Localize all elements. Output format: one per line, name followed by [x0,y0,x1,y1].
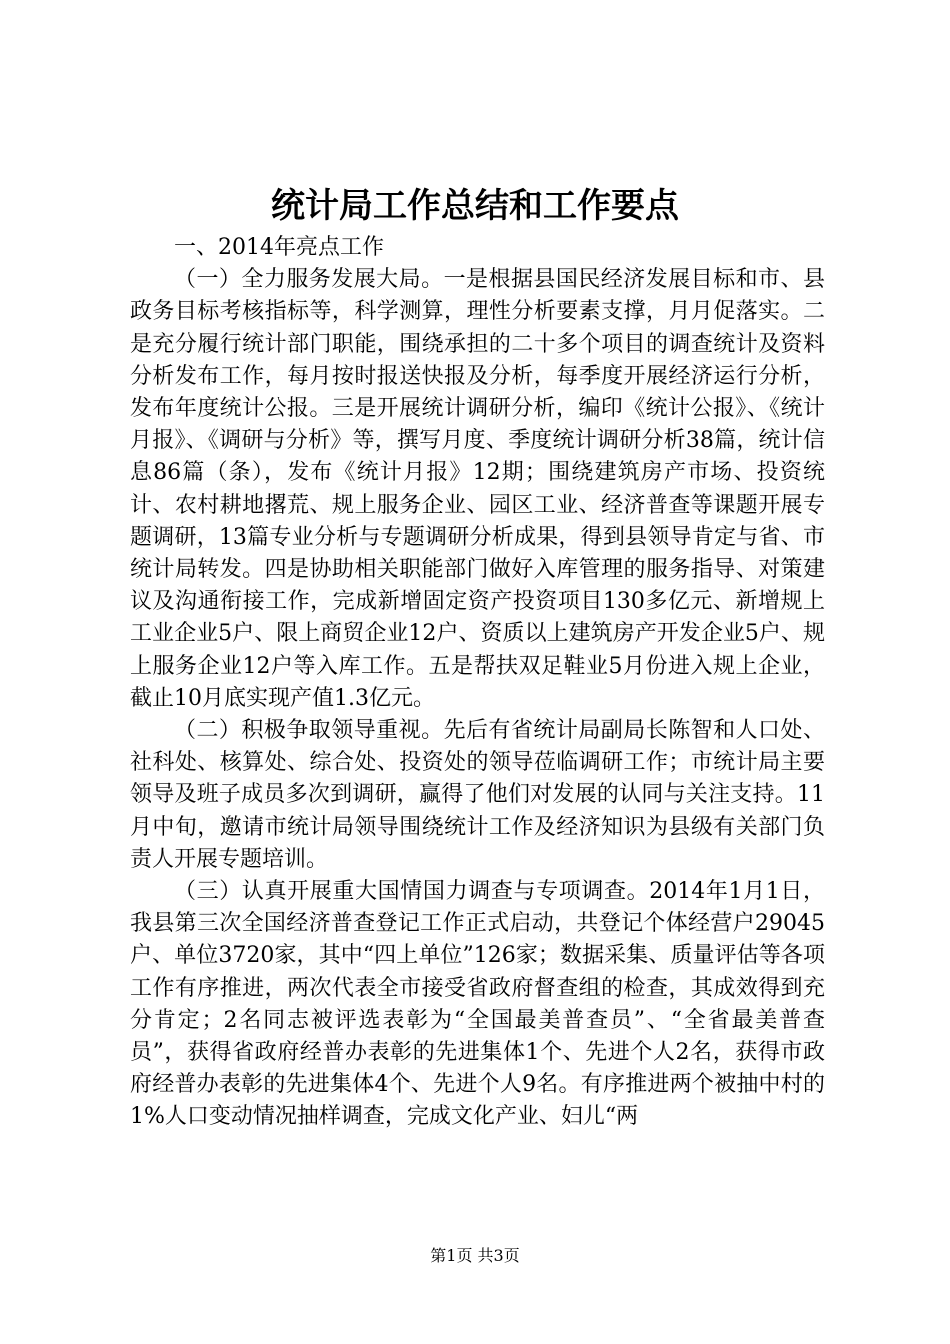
section-heading: 一、2014年亮点工作 [174,235,384,260]
paragraph-1: （一）全力服务发展大局。一是根据县国民经济发展目标和市、县政务目标考核指标等，科学测算，理性分析要素支撑，月月促落实。二是充分履行统计部门职能，围绕承担的二十多个项目的调查统计及资料分析发布工作，每月按时报送快报及分析，每季度开展经济运行分析，发布年度统计公报。三是开展统计调研分析，编印《统计公报》、《统计月报》、《调研与分析》等，撰写月度、季度统计调研分析38篇，统计信息86篇（条），发布《统计月报》12期；围绕建筑房产市场、投资统计、农村耕地撂荒、规上服务企业、园区工业、经济普查等课题开展专题调研，13篇专业分析与专题调研分析成果，得到县领导肯定与省、市统计局转发。四是协助相关职能部门做好入库管理的服务指导、对策建议及沟通衔接工作，完成新增固定资产投资项目130多亿元、新增规上工业企业5户、限上商贸企业12户、资质以上建筑房产开发企业5户、规上服务企业12户等入库工作。五是帮扶双足鞋业5月份进入规上企业，截止10月底实现产值1.3亿元。 [130,267,825,711]
document-title: 统计局工作总结和工作要点 [271,186,679,226]
paragraph-3: （三）认真开展重大国情国力调查与专项调查。2014年1月1日，我县第三次全国经济普查登记工作正式启动，共登记个体经营户29045户、单位3720家，其中“四上单位”126家；数据采集、质量评估等各项工作有序推进，两次代表全市接受省政府督查组的检查，其成效得到充分肯定；2名同志被评选表彰为“全国最美普查员”、“全省最美普查员”，获得省政府经普办表彰的先进集体1个、先进个人2名，获得市政府经普办表彰的先进集体4个、先进个人9名。有序推进两个被抽中村的1%人口变动情况抽样调查，完成文化产业、妇儿“两 [130,879,825,1130]
paragraph-2: （二）积极争取领导重视。先后有省统计局副局长陈智和人口处、社科处、核算处、综合处、投资处的领导莅临调研工作；市统计局主要领导及班子成员多次到调研，赢得了他们对发展的认同与关注支持。11月中旬，邀请市统计局领导围绕统计工作及经济知识为县级有关部门负责人开展专题培训。 [130,718,825,872]
document-body [130,232,825,1134]
page-number-footer: 第1页 共3页 [430,1246,520,1265]
